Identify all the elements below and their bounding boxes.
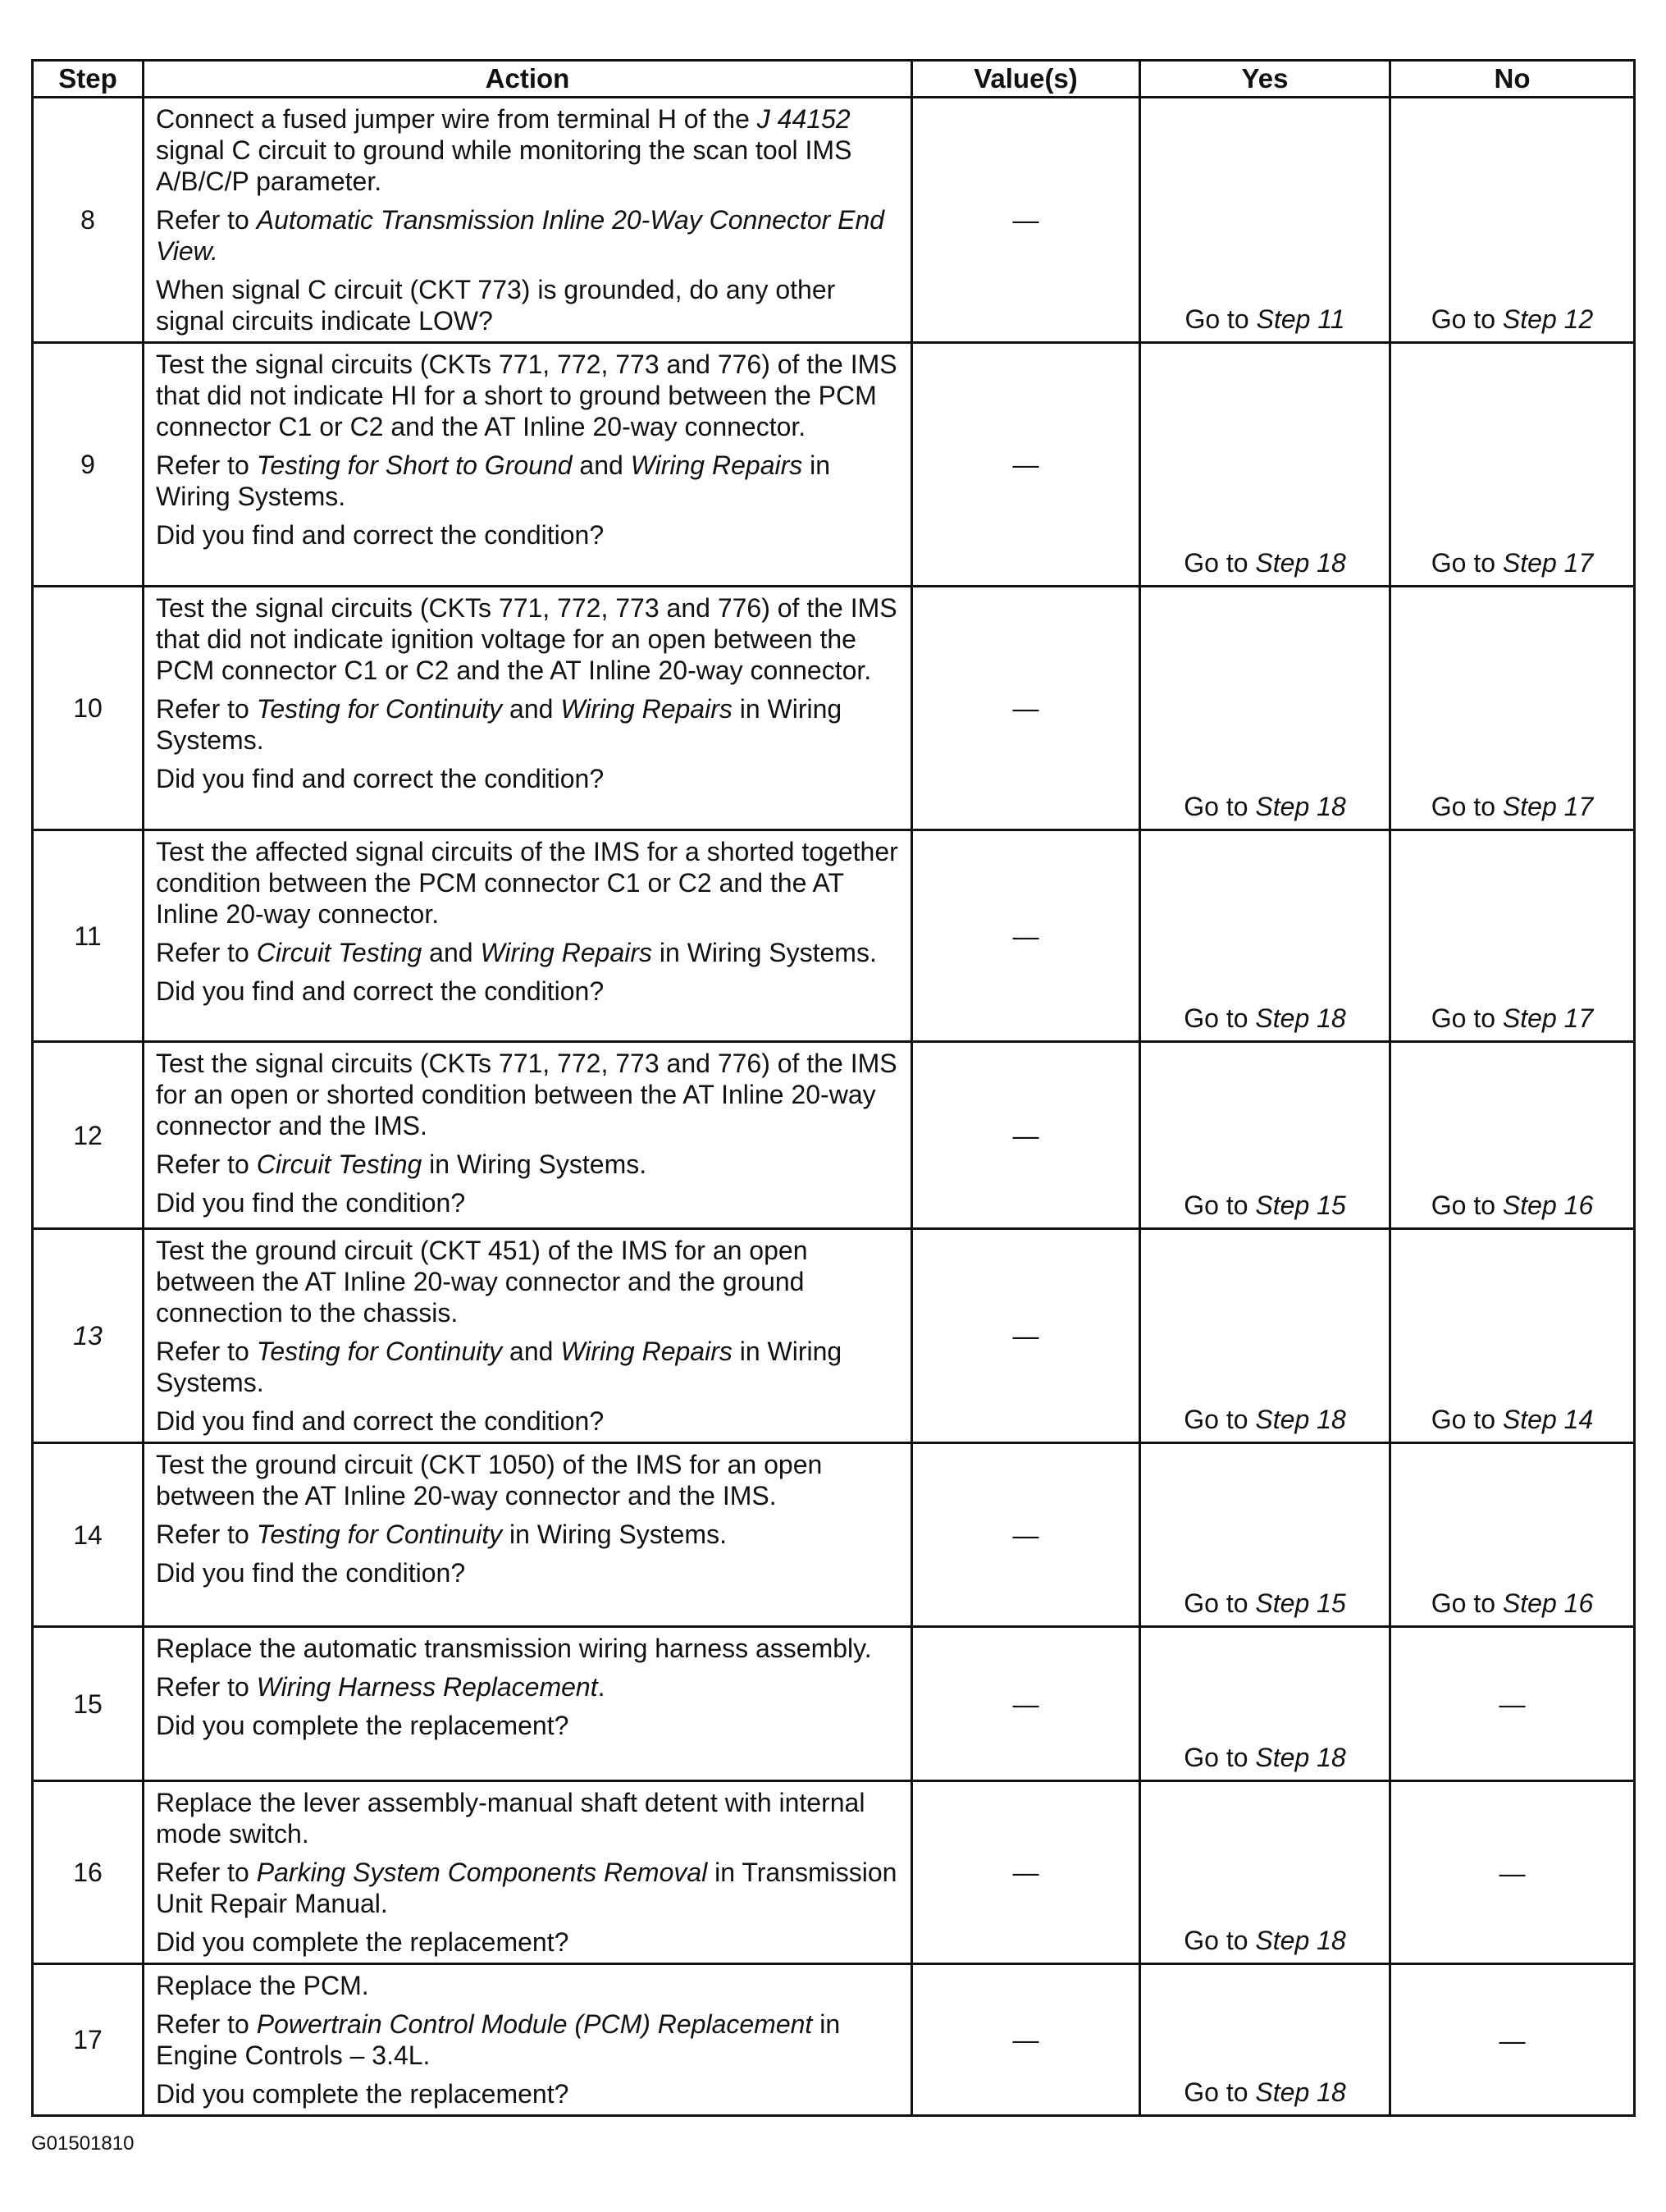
action-paragraph (156, 1149, 902, 1180)
action-paragraph (156, 592, 902, 686)
no-prefix: Go to (1431, 1003, 1503, 1033)
action-text (144, 1627, 912, 1781)
no-prefix: Go to (1431, 1191, 1503, 1220)
header-values: Value(s) (912, 61, 1140, 98)
diagnostic-table (31, 59, 1636, 2117)
yes-step-ref: Step 18 (1255, 548, 1346, 578)
action-segment: Did you find and correct the condition? (156, 1406, 605, 1436)
no-prefix: Go to (1431, 792, 1503, 821)
action-segment: Test the signal circuits (CKTs 771, 772, 773 and 776) of the IMS that did not indicate ignition voltage for an open between the PCM connector C1 or C2 and the AT Inline 20-way connector. (156, 593, 897, 685)
no-result: — (1390, 1781, 1635, 1964)
value-cell: — (912, 1781, 1140, 1964)
action-segment: and (502, 1337, 561, 1366)
table-row (33, 1443, 1635, 1627)
action-text (144, 98, 912, 343)
yes-result (1140, 587, 1390, 830)
action-segment: Refer to (156, 1858, 257, 1887)
action-segment: Test the ground circuit (CKT 451) of the IMS for an open between the AT Inline 20-way connector and the ground connection to the chassis. (156, 1236, 808, 1328)
action-segment: Refer to (156, 694, 257, 724)
step-number: 12 (33, 1042, 144, 1229)
yes-result (1140, 1443, 1390, 1627)
step-number: 14 (33, 1443, 144, 1627)
action-reference: Wiring Repairs (560, 1337, 733, 1366)
action-segment: and (502, 694, 561, 724)
no-step-ref: Step 16 (1502, 1191, 1594, 1220)
action-paragraph (156, 1557, 902, 1588)
action-segment: Test the ground circuit (CKT 1050) of the IMS for an open between the AT Inline 20-way connector and the IMS. (156, 1450, 823, 1510)
action-reference: Parking System Components Removal (256, 1858, 708, 1887)
no-result: — (1390, 1627, 1635, 1781)
value-cell: — (912, 1964, 1140, 2116)
action-paragraph (156, 693, 902, 756)
no-step-ref: Step 17 (1502, 548, 1594, 578)
value-cell: — (912, 98, 1140, 343)
yes-step-ref: Step 18 (1255, 1405, 1346, 1434)
action-paragraph (156, 1449, 902, 1511)
action-segment: Test the affected signal circuits of the IMS for a shorted together condition between the PCM connector C1 or C2 and the AT Inline 20-way connector. (156, 837, 898, 929)
value-cell: — (912, 1443, 1140, 1627)
action-segment: Replace the lever assembly-manual shaft detent with internal mode switch. (156, 1788, 865, 1849)
action-segment: Refer to (156, 1672, 257, 1702)
action-text (144, 1964, 912, 2116)
action-paragraph (156, 450, 902, 512)
no-step-ref: Step 16 (1502, 1588, 1594, 1618)
action-paragraph (156, 519, 902, 551)
no-step-ref: Step 17 (1502, 1003, 1594, 1033)
action-paragraph (156, 1187, 902, 1218)
action-paragraph (156, 1048, 902, 1141)
yes-step-ref: Step 18 (1255, 1926, 1346, 1955)
action-segment: Did you find the condition? (156, 1558, 466, 1588)
action-segment: in Wiring Systems. (422, 1149, 647, 1179)
table-row (33, 1229, 1635, 1443)
yes-prefix: Go to (1184, 1003, 1256, 1033)
action-reference: J 44152 (756, 104, 851, 134)
step-number: 11 (33, 830, 144, 1042)
value-cell: — (912, 343, 1140, 587)
action-segment: Replace the PCM. (156, 1971, 369, 2000)
action-text (144, 830, 912, 1042)
action-paragraph (156, 1926, 902, 1958)
table-row (33, 1627, 1635, 1781)
yes-step-ref: Step 11 (1256, 304, 1345, 334)
no-result (1390, 98, 1635, 343)
yes-prefix: Go to (1184, 2077, 1256, 2107)
table-body (33, 98, 1635, 2116)
yes-prefix: Go to (1184, 1405, 1256, 1434)
step-number: 16 (33, 1781, 144, 1964)
action-segment: Refer to (156, 1520, 257, 1549)
no-prefix: Go to (1431, 548, 1503, 578)
action-paragraph (156, 763, 902, 794)
header-row (33, 61, 1635, 98)
action-segment: Did you complete the replacement? (156, 1927, 569, 1957)
action-segment: Refer to (156, 2009, 257, 2039)
yes-result (1140, 343, 1390, 587)
action-segment: When signal C circuit (CKT 773) is grounded, do any other signal circuits indicate LOW? (156, 275, 836, 336)
yes-prefix: Go to (1184, 792, 1256, 821)
action-paragraph (156, 2009, 902, 2071)
action-segment: in Wiring Systems. (156, 694, 842, 755)
action-paragraph (156, 1519, 902, 1550)
no-result (1390, 587, 1635, 830)
table-row (33, 830, 1635, 1042)
yes-result (1140, 1627, 1390, 1781)
yes-step-ref: Step 18 (1255, 792, 1346, 821)
yes-result (1140, 1229, 1390, 1443)
action-paragraph (156, 349, 902, 442)
action-segment: Did you find and correct the condition? (156, 764, 605, 793)
header-yes: Yes (1140, 61, 1390, 98)
action-segment: Did you find and correct the condition? (156, 520, 605, 550)
value-cell: — (912, 1042, 1140, 1229)
action-segment: Test the signal circuits (CKTs 771, 772, 773 and 776) of the IMS that did not indicate HI for a short to ground between the PCM connector C1 or C2 and the AT Inline 20-way connector. (156, 350, 897, 441)
action-reference: Wiring Repairs (630, 450, 803, 480)
yes-result (1140, 830, 1390, 1042)
yes-prefix: Go to (1184, 548, 1256, 578)
action-reference: Testing for Continuity (256, 1520, 503, 1549)
table-row (33, 343, 1635, 587)
header-step: Step (33, 61, 144, 98)
action-paragraph (156, 1970, 902, 2001)
no-step-ref: Step 12 (1502, 304, 1594, 334)
action-segment: and (572, 450, 631, 480)
action-paragraph (156, 976, 902, 1007)
action-segment: . (597, 1672, 605, 1702)
action-segment: in Wiring Systems. (156, 1337, 842, 1397)
header-no: No (1390, 61, 1635, 98)
no-prefix: Go to (1431, 1405, 1503, 1434)
no-prefix: Go to (1431, 1588, 1503, 1618)
yes-step-ref: Step 18 (1255, 1003, 1346, 1033)
no-result (1390, 1229, 1635, 1443)
yes-prefix: Go to (1184, 1926, 1256, 1955)
step-number: 9 (33, 343, 144, 587)
action-segment: Did you find and correct the condition? (156, 976, 605, 1006)
value-cell: — (912, 1627, 1140, 1781)
yes-result (1140, 98, 1390, 343)
action-reference: Powertrain Control Module (PCM) Replacement (256, 2009, 813, 2039)
step-number: 8 (33, 98, 144, 343)
action-segment: Refer to (156, 938, 257, 967)
action-paragraph (156, 1405, 902, 1437)
action-segment: Refer to (156, 450, 257, 480)
table-row (33, 1042, 1635, 1229)
action-segment: Did you complete the replacement? (156, 2079, 569, 2109)
action-text (144, 587, 912, 830)
action-paragraph (156, 1857, 902, 1919)
action-reference: Testing for Short to Ground (256, 450, 573, 480)
action-segment: in Transmission Unit Repair Manual. (156, 1858, 897, 1918)
yes-result (1140, 1781, 1390, 1964)
value-cell: — (912, 1229, 1140, 1443)
yes-prefix: Go to (1184, 1743, 1256, 1772)
yes-prefix: Go to (1184, 1191, 1256, 1220)
action-segment: Refer to (156, 205, 257, 235)
yes-step-ref: Step 15 (1255, 1191, 1346, 1220)
action-segment: and (422, 938, 481, 967)
action-paragraph (156, 1336, 902, 1398)
action-segment: Did you find the condition? (156, 1188, 466, 1218)
action-reference: Testing for Continuity (256, 694, 503, 724)
action-paragraph (156, 1787, 902, 1849)
no-result (1390, 1042, 1635, 1229)
action-paragraph (156, 937, 902, 968)
action-paragraph (156, 1710, 902, 1741)
action-paragraph (156, 204, 902, 267)
action-reference: Circuit Testing (256, 1149, 422, 1179)
yes-result (1140, 1964, 1390, 2116)
yes-step-ref: Step 15 (1255, 1588, 1346, 1618)
step-number: 15 (33, 1627, 144, 1781)
no-step-ref: Step 17 (1502, 792, 1594, 821)
action-reference: Circuit Testing (256, 938, 422, 967)
action-text (144, 1229, 912, 1443)
action-segment: Refer to (156, 1337, 257, 1366)
action-paragraph (156, 836, 902, 930)
action-text (144, 1781, 912, 1964)
no-prefix: Go to (1431, 304, 1503, 334)
yes-prefix: Go to (1184, 304, 1257, 334)
action-segment: Did you complete the replacement? (156, 1711, 569, 1740)
action-segment: Replace the automatic transmission wiring harness assembly. (156, 1634, 872, 1663)
step-number: 13 (33, 1229, 144, 1443)
action-segment: in Engine Controls – 3.4L. (156, 2009, 841, 2070)
step-number: 10 (33, 587, 144, 830)
no-result (1390, 1443, 1635, 1627)
figure-code: G01501810 (31, 2132, 135, 2155)
action-segment: in Wiring Systems. (156, 450, 831, 511)
action-paragraph (156, 1671, 902, 1702)
action-segment: in Wiring Systems. (502, 1520, 727, 1549)
yes-prefix: Go to (1184, 1588, 1256, 1618)
value-cell: — (912, 587, 1140, 830)
no-result (1390, 830, 1635, 1042)
action-reference: Wiring Repairs (560, 694, 733, 724)
action-reference: Automatic Transmission Inline 20-Way Connector End View. (156, 205, 885, 266)
no-step-ref: Step 14 (1502, 1405, 1594, 1434)
action-reference: Testing for Continuity (256, 1337, 503, 1366)
step-number: 17 (33, 1964, 144, 2116)
table-row (33, 1964, 1635, 2116)
header-action: Action (144, 61, 912, 98)
no-result: — (1390, 1964, 1635, 2116)
table-row (33, 98, 1635, 343)
value-cell: — (912, 830, 1140, 1042)
yes-step-ref: Step 18 (1255, 1743, 1346, 1772)
action-paragraph (156, 1235, 902, 1328)
action-reference: Wiring Harness Replacement (256, 1672, 598, 1702)
table-row (33, 1781, 1635, 1964)
action-text (144, 1443, 912, 1627)
action-segment: Connect a fused jumper wire from terminal H of the (156, 104, 757, 134)
yes-result (1140, 1042, 1390, 1229)
table-row (33, 587, 1635, 830)
action-text (144, 1042, 912, 1229)
action-paragraph (156, 103, 902, 197)
no-result (1390, 343, 1635, 587)
action-segment: signal C circuit to ground while monitoring the scan tool IMS A/B/C/P parameter. (156, 135, 852, 196)
action-segment: Refer to (156, 1149, 257, 1179)
action-segment: in Wiring Systems. (652, 938, 877, 967)
yes-step-ref: Step 18 (1255, 2077, 1346, 2107)
action-paragraph (156, 2078, 902, 2109)
action-segment: Test the signal circuits (CKTs 771, 772, 773 and 776) of the IMS for an open or shorted condition between the AT Inline 20-way connector and the IMS. (156, 1049, 897, 1140)
action-paragraph (156, 1633, 902, 1664)
action-reference: Wiring Repairs (480, 938, 652, 967)
action-text (144, 343, 912, 587)
action-paragraph (156, 274, 902, 336)
